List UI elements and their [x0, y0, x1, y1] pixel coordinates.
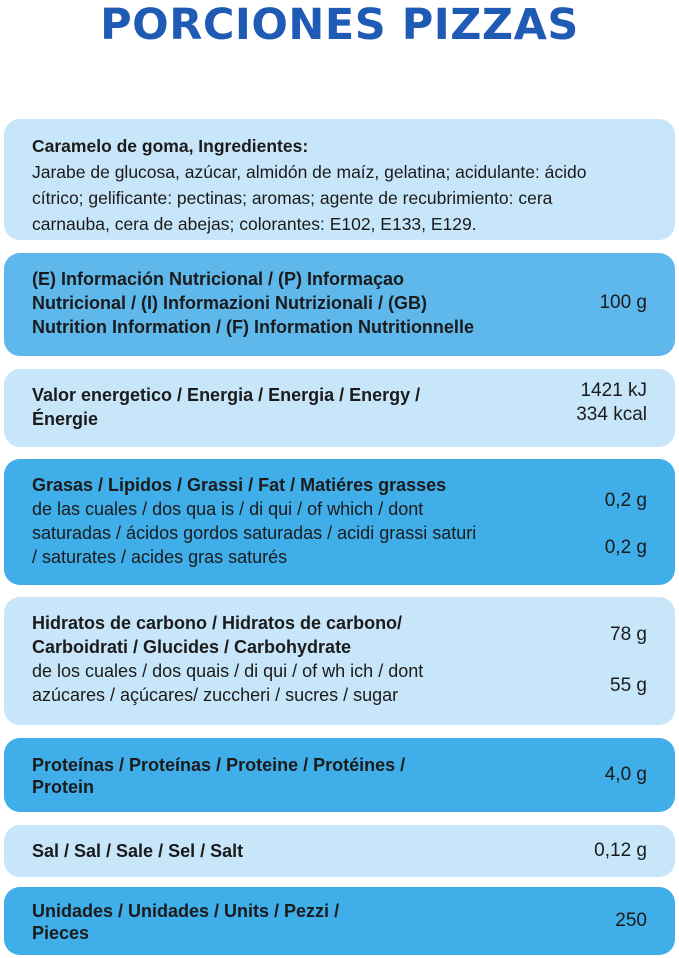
nutrition-header-line: Nutrition Information / (F) Information Nutritionnelle [32, 317, 474, 337]
nutrition-header-line: (E) Información Nutricional / (P) Informaçao [32, 269, 405, 289]
ingredients-line: cítrico; gelificante: pectinas; aromas; agente de recubrimiento: cera [32, 188, 553, 208]
ingredients-text [32, 133, 587, 237]
sugar-value: 55 g [610, 675, 647, 696]
energy-label-line: Valor energetico / Energia / Energia / Energy / [32, 385, 421, 405]
carbohydrate-row [4, 597, 675, 725]
nutrition-header-line: Nutricional / (I) Informazioni Nutrizionali / (GB) [32, 293, 427, 313]
protein-label-line: Protein [32, 777, 95, 797]
fat-label-heading: Grasas / Lipidos / Grassi / Fat / Matiéres grasses [32, 475, 447, 495]
protein-label-line: Proteínas / Proteínas / Proteine / Protéines / [32, 755, 406, 775]
nutrition-header-panel [4, 253, 675, 356]
ingredients-line: Jarabe de glucosa, azúcar, almidón de maíz, gelatina; acidulante: ácido [32, 162, 587, 182]
carbohydrate-heading-line: Hidratos de carbono / Hidratos de carbono/ [32, 613, 403, 633]
protein-label [32, 754, 405, 798]
salt-label: Sal / Sal / Sale / Sel / Salt [32, 841, 244, 861]
page-title: PORCIONES PIZZAS [100, 0, 579, 50]
nutrition-header-value: 100 g [599, 292, 647, 313]
fat-sub-line: saturadas / ácidos gordos saturadas / acidi grassi saturi [32, 523, 477, 543]
units-label-line: Unidades / Unidades / Units / Pezzi / [32, 901, 340, 921]
fat-value: 0,2 g [604, 490, 647, 511]
saturates-value: 0,2 g [604, 537, 647, 558]
units-row [4, 887, 675, 955]
units-value: 250 [615, 910, 647, 931]
salt-row [4, 825, 675, 877]
ingredients-panel [4, 119, 675, 240]
carbohydrate-label [32, 611, 423, 707]
carbohydrate-value: 78 g [610, 624, 647, 645]
energy-label-line: Énergie [32, 409, 99, 429]
energy-values [576, 379, 647, 427]
energy-kj-value: 1421 kJ [580, 380, 647, 401]
salt-value: 0,12 g [594, 840, 647, 861]
ingredients-heading: Caramelo de goma, Ingredientes: [32, 136, 309, 156]
carbohydrate-sub-line: azúcares / açúcares/ zuccheri / sucres / sugar [32, 685, 399, 705]
protein-value: 4,0 g [604, 764, 647, 785]
units-label [32, 900, 339, 944]
nutrition-header-label [32, 267, 474, 339]
fat-sub-line: / saturates / acides gras saturés [32, 547, 288, 567]
protein-row [4, 738, 675, 812]
ingredients-line: carnauba, cera de abejas; colorantes: E102, E133, E129. [32, 214, 477, 234]
energy-kcal-value: 334 kcal [576, 404, 647, 425]
energy-row [4, 369, 675, 447]
fat-row [4, 459, 675, 585]
units-label-line: Pieces [32, 923, 90, 943]
carbohydrate-sub-line: de los cuales / dos quais / di qui / of wh ich / dont [32, 661, 424, 681]
energy-label [32, 383, 420, 431]
fat-label [32, 473, 476, 569]
carbohydrate-heading-line: Carboidrati / Glucides / Carbohydrate [32, 637, 352, 657]
fat-sub-line: de las cuales / dos qua is / di qui / of which / dont [32, 499, 424, 519]
